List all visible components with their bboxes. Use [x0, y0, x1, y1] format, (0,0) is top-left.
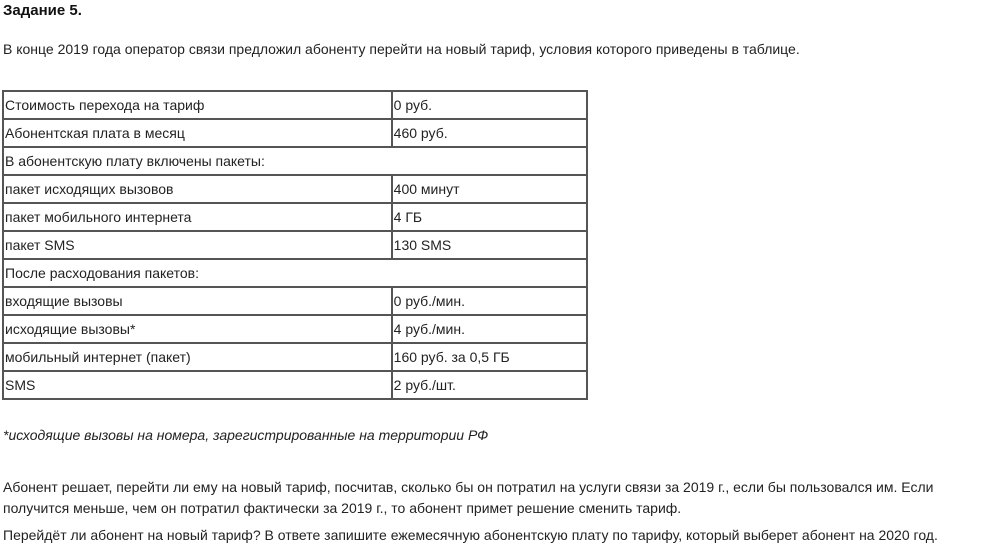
row-value: 400 минут — [392, 175, 587, 203]
row-value: 160 руб. за 0,5 ГБ — [392, 343, 587, 371]
table-row — [3, 287, 587, 315]
row-label: пакет исходящих вызовов — [3, 175, 392, 203]
question-paragraph: Перейдёт ли абонент на новый тариф? В ответе запишите ежемесячную абонентскую плату по тарифу, который выберет абонент на 2020 год. — [3, 527, 938, 543]
table-row — [3, 203, 587, 231]
row-label: входящие вызовы — [3, 287, 392, 315]
row-label: пакет мобильного интернета — [3, 203, 392, 231]
table-section-row — [3, 259, 587, 287]
row-value: 0 руб. — [392, 91, 587, 119]
row-value: 2 руб./шт. — [392, 371, 587, 399]
row-label: исходящие вызовы* — [3, 315, 392, 343]
table-row — [3, 119, 587, 147]
table-row — [3, 175, 587, 203]
table-footnote: *исходящие вызовы на номера, зарегистрированные на территории РФ — [3, 427, 489, 443]
table-row — [3, 315, 587, 343]
tariff-table — [2, 90, 588, 400]
table-section-row — [3, 147, 587, 175]
row-label: пакет SMS — [3, 231, 392, 259]
row-label: Абонентская плата в месяц — [3, 119, 392, 147]
table-row — [3, 371, 587, 399]
row-value: 4 ГБ — [392, 203, 587, 231]
row-label: SMS — [3, 371, 392, 399]
row-label: Стоимость перехода на тариф — [3, 91, 392, 119]
task-intro: В конце 2019 года оператор связи предложил абоненту перейти на новый тариф, условия которого приведены в таблице. — [3, 41, 800, 57]
task-title: Задание 5. — [3, 2, 82, 19]
table-row — [3, 231, 587, 259]
section-header: После расходования пакетов: — [3, 259, 587, 287]
row-value: 0 руб./мин. — [392, 287, 587, 315]
table-row — [3, 343, 587, 371]
row-label: мобильный интернет (пакет) — [3, 343, 392, 371]
table-row — [3, 91, 587, 119]
row-value: 130 SMS — [392, 231, 587, 259]
decision-paragraph: Абонент решает, перейти ли ему на новый тариф, посчитав, сколько бы он потратил на услуги связи за 2019 г., если бы пользовался им. Если получится меньше, чем он потратил фактически за 2019 г., то абонент примет решение сменить тариф. — [3, 479, 934, 516]
row-value: 460 руб. — [392, 119, 587, 147]
row-value: 4 руб./мин. — [392, 315, 587, 343]
section-header: В абонентскую плату включены пакеты: — [3, 147, 587, 175]
